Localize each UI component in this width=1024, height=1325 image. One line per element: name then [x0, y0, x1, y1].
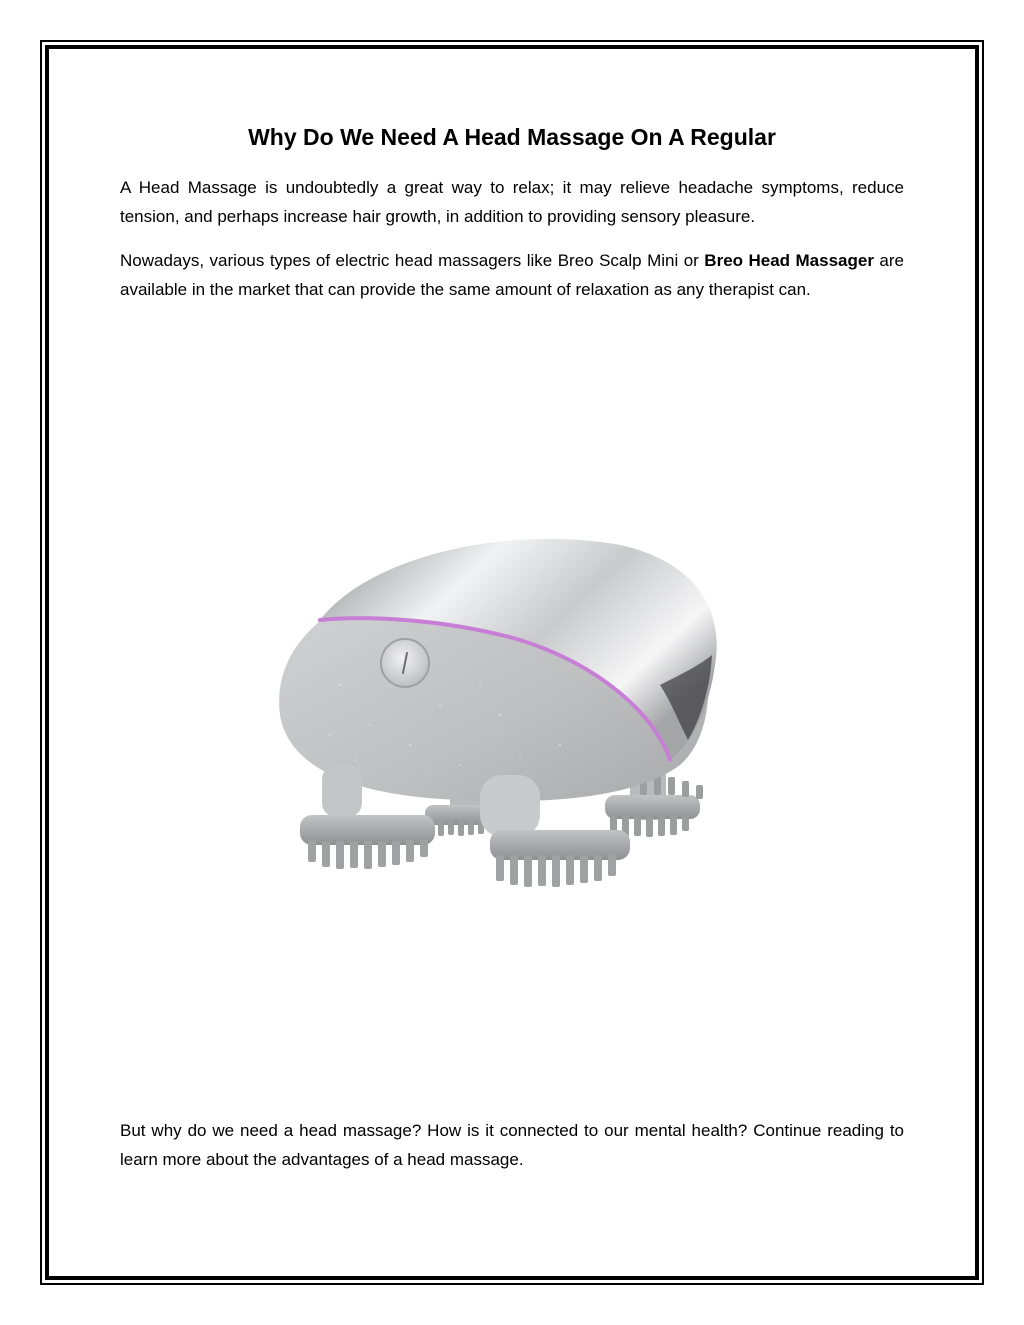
massagers-paragraph — [120, 247, 904, 304]
power-button — [381, 639, 429, 687]
breo-head-massager-text: Breo Head Massager — [704, 251, 874, 270]
massagers-paragraph-text: Nowadays, various types of electric head massagers like Breo Scalp Mini or — [120, 251, 705, 270]
head-massager-illustration — [260, 515, 720, 935]
intro-paragraph: A Head Massage is undoubtedly a great way to relax; it may relieve headache symptoms, reduce tension, and perhaps increase hair growth, in addition to providing sensory pleasure. — [120, 178, 904, 226]
head-massager-image — [260, 515, 720, 935]
page-title: Why Do We Need A Head Massage On A Regular — [248, 124, 776, 150]
massagers-paragraph-text-end: are available in the market that can provide the same amount of relaxation as any therapist can. — [120, 251, 905, 299]
closing-paragraph: But why do we need a head massage? How is it connected to our mental health? Continue reading to learn more about the advantages of a head massage. — [120, 1121, 904, 1169]
